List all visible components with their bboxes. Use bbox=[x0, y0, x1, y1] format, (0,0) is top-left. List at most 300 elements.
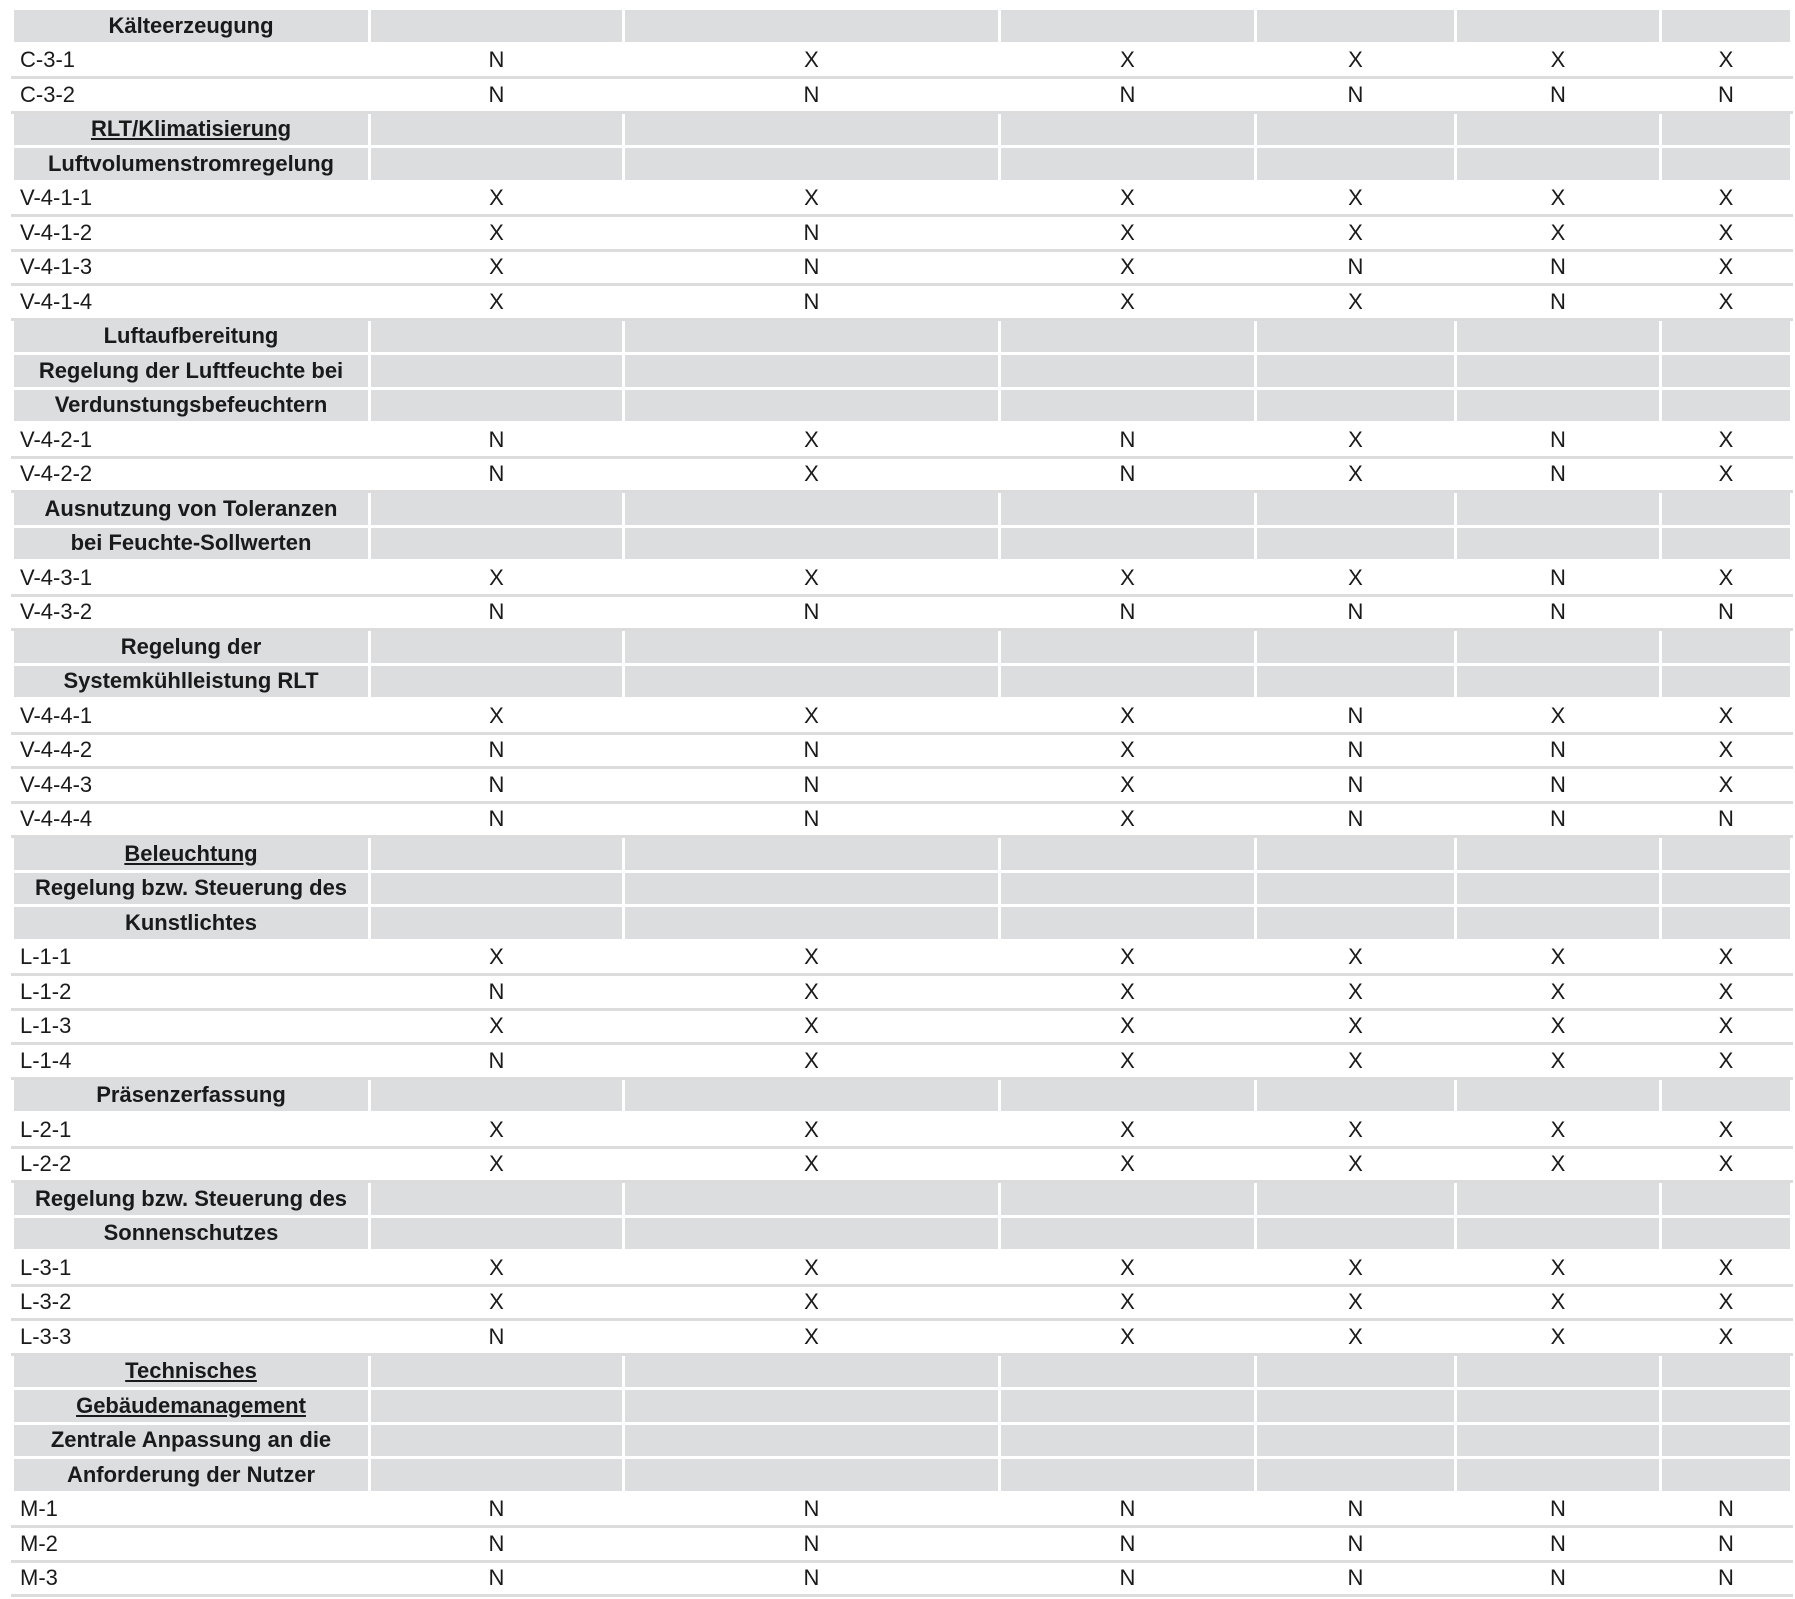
value-cell: X bbox=[1256, 1320, 1456, 1355]
value-cell: N bbox=[1456, 423, 1661, 458]
section-header-row bbox=[13, 319, 1792, 354]
section-empty-cell bbox=[1456, 112, 1661, 147]
section-title: Technisches bbox=[125, 1358, 257, 1384]
value-cell: N bbox=[624, 733, 1000, 768]
value-cell: X bbox=[1256, 181, 1456, 216]
section-header-cell bbox=[13, 319, 370, 354]
section-empty-cell bbox=[1661, 1078, 1792, 1113]
value-cell: X bbox=[1000, 1251, 1256, 1286]
value-cell: N bbox=[624, 216, 1000, 251]
value-cell: X bbox=[1661, 975, 1792, 1010]
section-header-row bbox=[13, 837, 1792, 872]
section-empty-cell bbox=[370, 1216, 624, 1251]
section-empty-cell bbox=[1256, 112, 1456, 147]
section-empty-cell bbox=[370, 1182, 624, 1217]
value-cell: X bbox=[1256, 43, 1456, 78]
measure-code-cell: V-4-3-1 bbox=[13, 561, 370, 596]
section-header-row bbox=[13, 1458, 1792, 1493]
section-empty-cell bbox=[370, 492, 624, 527]
value-cell: X bbox=[1000, 216, 1256, 251]
value-cell: X bbox=[1000, 1044, 1256, 1079]
section-empty-cell bbox=[1256, 388, 1456, 423]
section-empty-cell bbox=[1456, 1216, 1661, 1251]
value-cell: X bbox=[1000, 699, 1256, 734]
value-cell: X bbox=[1000, 940, 1256, 975]
section-empty-cell bbox=[1000, 492, 1256, 527]
section-empty-cell bbox=[624, 354, 1000, 389]
table-row bbox=[13, 1009, 1792, 1044]
value-cell: N bbox=[1000, 423, 1256, 458]
section-title: bei Feuchte-Sollwerten bbox=[70, 530, 312, 556]
measure-code-cell: L-2-1 bbox=[13, 1113, 370, 1148]
value-cell: X bbox=[1661, 250, 1792, 285]
section-empty-cell bbox=[624, 147, 1000, 182]
section-header-cell bbox=[13, 906, 370, 941]
section-header-row bbox=[13, 1423, 1792, 1458]
section-empty-cell bbox=[1256, 630, 1456, 665]
section-empty-cell bbox=[1661, 526, 1792, 561]
measure-code-cell: V-4-4-1 bbox=[13, 699, 370, 734]
section-empty-cell bbox=[1000, 837, 1256, 872]
section-empty-cell bbox=[1000, 112, 1256, 147]
section-empty-cell bbox=[1661, 147, 1792, 182]
value-cell: X bbox=[1661, 457, 1792, 492]
table-row bbox=[13, 1527, 1792, 1562]
value-cell: X bbox=[624, 423, 1000, 458]
value-cell: N bbox=[624, 285, 1000, 320]
section-empty-cell bbox=[1661, 1182, 1792, 1217]
section-title: Regelung der bbox=[120, 633, 262, 659]
measure-code-cell: L-1-2 bbox=[13, 975, 370, 1010]
measure-code-cell: V-4-1-1 bbox=[13, 181, 370, 216]
section-empty-cell bbox=[1661, 1216, 1792, 1251]
section-empty-cell bbox=[1456, 837, 1661, 872]
section-empty-cell bbox=[1456, 1182, 1661, 1217]
value-cell: N bbox=[1661, 1527, 1792, 1562]
section-header-cell bbox=[13, 388, 370, 423]
value-cell: X bbox=[624, 1147, 1000, 1182]
measure-code-cell: L-2-2 bbox=[13, 1147, 370, 1182]
value-cell: N bbox=[1256, 1527, 1456, 1562]
section-empty-cell bbox=[370, 526, 624, 561]
table-row bbox=[13, 457, 1792, 492]
section-empty-cell bbox=[1000, 9, 1256, 44]
table-row bbox=[13, 1561, 1792, 1596]
table-row bbox=[13, 802, 1792, 837]
section-header-row bbox=[13, 1354, 1792, 1389]
measure-code-cell: C-3-1 bbox=[13, 43, 370, 78]
measure-code-cell: V-4-4-3 bbox=[13, 768, 370, 803]
measure-code-cell: L-3-1 bbox=[13, 1251, 370, 1286]
section-empty-cell bbox=[624, 1182, 1000, 1217]
value-cell: X bbox=[1456, 43, 1661, 78]
value-cell: X bbox=[370, 216, 624, 251]
section-header-row bbox=[13, 1078, 1792, 1113]
value-cell: X bbox=[1256, 561, 1456, 596]
value-cell: X bbox=[370, 561, 624, 596]
section-empty-cell bbox=[1000, 1458, 1256, 1493]
value-cell: X bbox=[1456, 1147, 1661, 1182]
value-cell: X bbox=[624, 181, 1000, 216]
section-title: Präsenzerfassung bbox=[96, 1082, 286, 1108]
section-title: Zentrale Anpassung an die bbox=[50, 1427, 332, 1453]
section-header-cell bbox=[13, 1389, 370, 1424]
section-empty-cell bbox=[1256, 9, 1456, 44]
value-cell: X bbox=[1661, 1009, 1792, 1044]
value-cell: X bbox=[1256, 457, 1456, 492]
value-cell: X bbox=[624, 1009, 1000, 1044]
section-empty-cell bbox=[370, 837, 624, 872]
section-empty-cell bbox=[1456, 630, 1661, 665]
value-cell: X bbox=[1000, 768, 1256, 803]
value-cell: N bbox=[1000, 1561, 1256, 1596]
value-cell: X bbox=[1456, 699, 1661, 734]
section-empty-cell bbox=[1456, 388, 1661, 423]
value-cell: N bbox=[1456, 733, 1661, 768]
table-row bbox=[13, 423, 1792, 458]
section-empty-cell bbox=[624, 871, 1000, 906]
section-empty-cell bbox=[624, 112, 1000, 147]
section-header-cell bbox=[13, 630, 370, 665]
measure-code-cell: L-3-2 bbox=[13, 1285, 370, 1320]
value-cell: N bbox=[370, 1561, 624, 1596]
section-header-row bbox=[13, 112, 1792, 147]
value-cell: X bbox=[1000, 1147, 1256, 1182]
value-cell: X bbox=[624, 975, 1000, 1010]
value-cell: X bbox=[1661, 216, 1792, 251]
section-empty-cell bbox=[1000, 1182, 1256, 1217]
section-header-row bbox=[13, 1182, 1792, 1217]
value-cell: N bbox=[1256, 595, 1456, 630]
value-cell: N bbox=[1456, 802, 1661, 837]
value-cell: X bbox=[1661, 181, 1792, 216]
section-empty-cell bbox=[1256, 354, 1456, 389]
value-cell: X bbox=[624, 457, 1000, 492]
section-empty-cell bbox=[1456, 9, 1661, 44]
section-empty-cell bbox=[1456, 354, 1661, 389]
section-empty-cell bbox=[1456, 1423, 1661, 1458]
measure-code-cell: L-1-4 bbox=[13, 1044, 370, 1079]
section-empty-cell bbox=[370, 388, 624, 423]
measure-code-cell: V-4-1-4 bbox=[13, 285, 370, 320]
table-row bbox=[13, 216, 1792, 251]
section-empty-cell bbox=[370, 664, 624, 699]
value-cell: X bbox=[1456, 1113, 1661, 1148]
section-header-row bbox=[13, 630, 1792, 665]
value-cell: N bbox=[1256, 699, 1456, 734]
value-cell: N bbox=[1256, 1492, 1456, 1527]
section-empty-cell bbox=[1000, 147, 1256, 182]
section-empty-cell bbox=[624, 319, 1000, 354]
section-empty-cell bbox=[1661, 112, 1792, 147]
measure-code-cell: C-3-2 bbox=[13, 78, 370, 113]
section-empty-cell bbox=[1000, 354, 1256, 389]
value-cell: X bbox=[624, 699, 1000, 734]
measure-code-cell: L-1-1 bbox=[13, 940, 370, 975]
table-row bbox=[13, 733, 1792, 768]
section-empty-cell bbox=[1456, 319, 1661, 354]
section-empty-cell bbox=[1661, 630, 1792, 665]
value-cell: X bbox=[1000, 1285, 1256, 1320]
table-row bbox=[13, 78, 1792, 113]
section-empty-cell bbox=[1661, 1389, 1792, 1424]
table-row bbox=[13, 1044, 1792, 1079]
measure-code-cell: V-4-2-2 bbox=[13, 457, 370, 492]
section-empty-cell bbox=[1456, 147, 1661, 182]
value-cell: X bbox=[624, 1320, 1000, 1355]
value-cell: X bbox=[624, 1113, 1000, 1148]
section-header-cell bbox=[13, 492, 370, 527]
value-cell: N bbox=[1661, 802, 1792, 837]
section-empty-cell bbox=[1256, 664, 1456, 699]
section-title: Luftaufbereitung bbox=[103, 323, 279, 349]
section-empty-cell bbox=[1256, 1078, 1456, 1113]
section-title: Regelung der Luftfeuchte bei bbox=[38, 357, 344, 383]
value-cell: X bbox=[1456, 1009, 1661, 1044]
value-cell: X bbox=[1661, 733, 1792, 768]
table-row bbox=[13, 1147, 1792, 1182]
value-cell: N bbox=[370, 733, 624, 768]
section-header-cell bbox=[13, 1078, 370, 1113]
section-title: Beleuchtung bbox=[124, 840, 258, 866]
measure-code-cell: L-3-3 bbox=[13, 1320, 370, 1355]
value-cell: X bbox=[1256, 940, 1456, 975]
section-header-cell bbox=[13, 1423, 370, 1458]
value-cell: N bbox=[370, 1320, 624, 1355]
table-body bbox=[13, 9, 1792, 1596]
section-title: Kunstlichtes bbox=[124, 909, 258, 935]
value-cell: X bbox=[370, 250, 624, 285]
measure-code-cell: V-4-1-2 bbox=[13, 216, 370, 251]
section-empty-cell bbox=[624, 1458, 1000, 1493]
value-cell: X bbox=[1661, 768, 1792, 803]
table-row bbox=[13, 1251, 1792, 1286]
section-empty-cell bbox=[370, 9, 624, 44]
measure-code-cell: M-1 bbox=[13, 1492, 370, 1527]
section-empty-cell bbox=[1456, 492, 1661, 527]
value-cell: X bbox=[1661, 699, 1792, 734]
section-empty-cell bbox=[1000, 1354, 1256, 1389]
section-empty-cell bbox=[1256, 319, 1456, 354]
value-cell: N bbox=[1456, 285, 1661, 320]
section-empty-cell bbox=[370, 1078, 624, 1113]
value-cell: N bbox=[624, 1561, 1000, 1596]
value-cell: N bbox=[1661, 1561, 1792, 1596]
value-cell: X bbox=[624, 1044, 1000, 1079]
value-cell: X bbox=[1256, 975, 1456, 1010]
value-cell: N bbox=[1456, 78, 1661, 113]
section-title: Anforderung der Nutzer bbox=[66, 1461, 316, 1487]
measure-code-cell: M-2 bbox=[13, 1527, 370, 1562]
section-empty-cell bbox=[1256, 1354, 1456, 1389]
section-header-row bbox=[13, 492, 1792, 527]
section-empty-cell bbox=[1256, 906, 1456, 941]
value-cell: X bbox=[1256, 1009, 1456, 1044]
section-empty-cell bbox=[624, 630, 1000, 665]
value-cell: N bbox=[624, 768, 1000, 803]
value-cell: X bbox=[1256, 423, 1456, 458]
section-header-cell bbox=[13, 147, 370, 182]
value-cell: X bbox=[1256, 1044, 1456, 1079]
table-row bbox=[13, 1285, 1792, 1320]
section-empty-cell bbox=[1661, 492, 1792, 527]
section-title: Systemkühlleistung RLT bbox=[63, 668, 319, 694]
section-empty-cell bbox=[370, 630, 624, 665]
section-empty-cell bbox=[1456, 1354, 1661, 1389]
section-empty-cell bbox=[1661, 906, 1792, 941]
section-header-cell bbox=[13, 112, 370, 147]
section-empty-cell bbox=[1256, 837, 1456, 872]
table-row bbox=[13, 1113, 1792, 1148]
value-cell: N bbox=[370, 457, 624, 492]
value-cell: X bbox=[1661, 1285, 1792, 1320]
value-cell: X bbox=[1000, 250, 1256, 285]
section-header-row bbox=[13, 1389, 1792, 1424]
value-cell: X bbox=[1000, 43, 1256, 78]
section-empty-cell bbox=[1256, 526, 1456, 561]
table-row bbox=[13, 1492, 1792, 1527]
section-title: Regelung bzw. Steuerung des bbox=[34, 875, 348, 901]
value-cell: X bbox=[370, 285, 624, 320]
value-cell: N bbox=[624, 595, 1000, 630]
section-empty-cell bbox=[1456, 1078, 1661, 1113]
value-cell: N bbox=[624, 78, 1000, 113]
value-cell: N bbox=[370, 423, 624, 458]
value-cell: N bbox=[1000, 78, 1256, 113]
section-empty-cell bbox=[624, 9, 1000, 44]
section-empty-cell bbox=[1256, 1216, 1456, 1251]
section-header-row bbox=[13, 871, 1792, 906]
section-title: Gebäudemanagement bbox=[76, 1392, 306, 1418]
value-cell: X bbox=[1000, 285, 1256, 320]
value-cell: X bbox=[370, 181, 624, 216]
table-row bbox=[13, 43, 1792, 78]
section-empty-cell bbox=[370, 1458, 624, 1493]
measure-code-cell: M-3 bbox=[13, 1561, 370, 1596]
value-cell: X bbox=[1000, 802, 1256, 837]
value-cell: N bbox=[1000, 1527, 1256, 1562]
section-empty-cell bbox=[624, 664, 1000, 699]
section-header-cell bbox=[13, 837, 370, 872]
section-empty-cell bbox=[1256, 871, 1456, 906]
value-cell: N bbox=[370, 975, 624, 1010]
table-row bbox=[13, 285, 1792, 320]
section-empty-cell bbox=[624, 1354, 1000, 1389]
section-title: Ausnutzung von Toleranzen bbox=[44, 495, 338, 521]
value-cell: X bbox=[1256, 1251, 1456, 1286]
value-cell: N bbox=[624, 1492, 1000, 1527]
section-header-row bbox=[13, 9, 1792, 44]
value-cell: N bbox=[370, 1044, 624, 1079]
section-empty-cell bbox=[370, 112, 624, 147]
measure-code-cell: L-1-3 bbox=[13, 1009, 370, 1044]
section-header-row bbox=[13, 526, 1792, 561]
value-cell: X bbox=[1456, 1285, 1661, 1320]
value-cell: N bbox=[1256, 1561, 1456, 1596]
value-cell: X bbox=[624, 1251, 1000, 1286]
section-empty-cell bbox=[1256, 492, 1456, 527]
section-empty-cell bbox=[624, 388, 1000, 423]
section-empty-cell bbox=[1661, 354, 1792, 389]
section-empty-cell bbox=[624, 1216, 1000, 1251]
value-cell: N bbox=[624, 802, 1000, 837]
value-cell: N bbox=[624, 1527, 1000, 1562]
value-cell: X bbox=[1661, 423, 1792, 458]
measure-code-cell: V-4-4-4 bbox=[13, 802, 370, 837]
value-cell: N bbox=[1256, 733, 1456, 768]
section-title: Kälteerzeugung bbox=[108, 12, 274, 38]
section-empty-cell bbox=[370, 147, 624, 182]
section-empty-cell bbox=[1256, 147, 1456, 182]
section-header-row bbox=[13, 664, 1792, 699]
section-empty-cell bbox=[1456, 1389, 1661, 1424]
section-header-cell bbox=[13, 871, 370, 906]
section-title: Luftvolumenstromregelung bbox=[47, 150, 334, 176]
value-cell: X bbox=[1000, 181, 1256, 216]
value-cell: N bbox=[1456, 1492, 1661, 1527]
value-cell: N bbox=[624, 250, 1000, 285]
section-header-row bbox=[13, 388, 1792, 423]
value-cell: X bbox=[1256, 216, 1456, 251]
section-empty-cell bbox=[1256, 1423, 1456, 1458]
section-empty-cell bbox=[1661, 1458, 1792, 1493]
value-cell: X bbox=[1456, 1320, 1661, 1355]
value-cell: X bbox=[1661, 285, 1792, 320]
section-empty-cell bbox=[624, 906, 1000, 941]
value-cell: X bbox=[1000, 975, 1256, 1010]
section-empty-cell bbox=[1456, 664, 1661, 699]
value-cell: X bbox=[1456, 181, 1661, 216]
value-cell: N bbox=[370, 78, 624, 113]
section-empty-cell bbox=[1000, 1078, 1256, 1113]
value-cell: X bbox=[1456, 216, 1661, 251]
value-cell: N bbox=[370, 595, 624, 630]
value-cell: X bbox=[370, 699, 624, 734]
value-cell: N bbox=[370, 1492, 624, 1527]
section-empty-cell bbox=[1000, 664, 1256, 699]
value-cell: X bbox=[1456, 1251, 1661, 1286]
value-cell: N bbox=[1256, 250, 1456, 285]
section-empty-cell bbox=[1000, 526, 1256, 561]
value-cell: N bbox=[370, 43, 624, 78]
section-header-cell bbox=[13, 526, 370, 561]
value-cell: N bbox=[370, 768, 624, 803]
section-empty-cell bbox=[1661, 1423, 1792, 1458]
section-empty-cell bbox=[1661, 871, 1792, 906]
section-empty-cell bbox=[1000, 1389, 1256, 1424]
value-cell: X bbox=[370, 1009, 624, 1044]
value-cell: X bbox=[624, 43, 1000, 78]
value-cell: X bbox=[370, 1251, 624, 1286]
section-header-row bbox=[13, 906, 1792, 941]
measure-code-cell: V-4-4-2 bbox=[13, 733, 370, 768]
value-cell: N bbox=[1456, 561, 1661, 596]
section-empty-cell bbox=[1000, 1423, 1256, 1458]
value-cell: N bbox=[1000, 457, 1256, 492]
section-empty-cell bbox=[1456, 906, 1661, 941]
table-row bbox=[13, 699, 1792, 734]
value-cell: X bbox=[1000, 561, 1256, 596]
value-cell: N bbox=[1256, 78, 1456, 113]
value-cell: N bbox=[1456, 250, 1661, 285]
value-cell: X bbox=[1000, 1113, 1256, 1148]
value-cell: X bbox=[1000, 1009, 1256, 1044]
section-empty-cell bbox=[1456, 871, 1661, 906]
section-empty-cell bbox=[1456, 1458, 1661, 1493]
section-empty-cell bbox=[624, 1423, 1000, 1458]
section-empty-cell bbox=[1000, 388, 1256, 423]
section-empty-cell bbox=[624, 526, 1000, 561]
